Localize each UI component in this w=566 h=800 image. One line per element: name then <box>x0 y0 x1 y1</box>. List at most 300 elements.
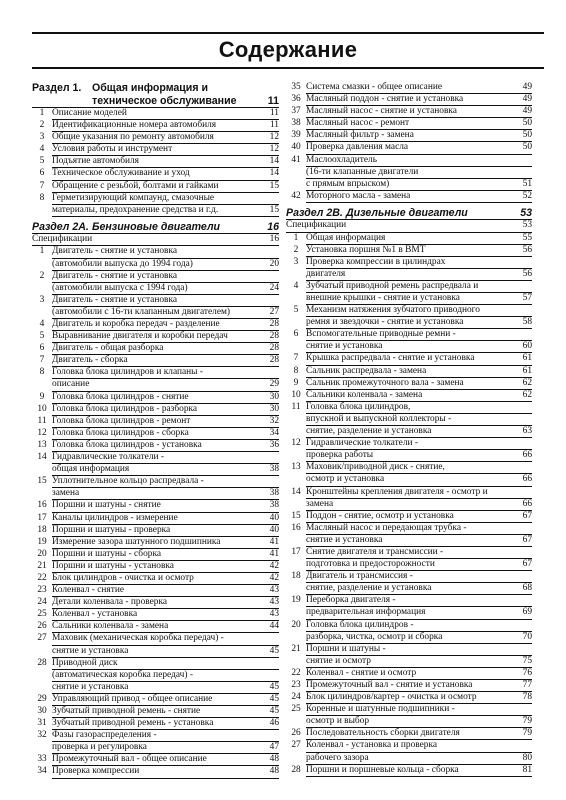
entry-number: 1 <box>293 232 299 243</box>
section-heading <box>32 221 279 235</box>
entry-title: проверка и регулировка <box>52 742 147 753</box>
toc-entry[interactable] <box>32 404 279 416</box>
entry-title: Поршни и шатуны - установка <box>52 560 174 571</box>
entry-number: 1 <box>39 108 45 118</box>
toc-entry[interactable] <box>32 144 279 156</box>
toc-entry[interactable] <box>286 305 532 329</box>
toc-entry[interactable] <box>286 155 532 191</box>
entry-title: Двигатель - общая разборка <box>52 343 164 354</box>
entry-number: 12 <box>291 438 301 449</box>
toc-entry[interactable] <box>286 142 532 154</box>
entry-title: Система смазки - общее описание <box>306 82 443 92</box>
entry-body <box>306 329 532 353</box>
entry-page <box>510 620 532 631</box>
toc-entry[interactable] <box>32 156 279 168</box>
entry-page: 67 <box>522 510 532 521</box>
entry-title: Последовательность сборки двигателя <box>306 728 460 739</box>
toc-entry[interactable] <box>32 193 279 217</box>
entry-number: 1 <box>39 246 45 257</box>
toc-entry[interactable] <box>32 331 279 343</box>
entry-title: Поршни и шатуны - сборка <box>52 548 162 559</box>
entry-number: 17 <box>37 512 47 523</box>
entry-line <box>306 656 532 668</box>
entry-title: Фазы газораспределения - <box>52 730 157 741</box>
entry-title: Вспомогательные приводные ремни - <box>306 329 456 340</box>
toc-entry[interactable] <box>286 511 532 523</box>
toc-entry[interactable] <box>286 378 532 390</box>
toc-entry[interactable] <box>286 523 532 547</box>
toc-entry[interactable] <box>32 549 279 561</box>
toc-entry[interactable] <box>32 392 279 404</box>
toc-entry[interactable] <box>32 754 279 766</box>
entry-number: 25 <box>291 704 301 715</box>
entry-page: 30 <box>269 391 279 402</box>
toc-entry[interactable] <box>32 718 279 730</box>
entry-page <box>510 438 532 449</box>
toc-entry[interactable] <box>32 168 279 180</box>
entry-line <box>306 559 532 571</box>
toc-entry[interactable] <box>32 108 279 120</box>
entry-body <box>52 144 279 156</box>
entry-page <box>510 595 532 606</box>
entry-number: 4 <box>293 280 299 291</box>
toc-entry[interactable] <box>286 680 532 692</box>
entry-body <box>52 367 279 391</box>
entry-page <box>257 476 279 487</box>
entry-body <box>52 271 279 295</box>
entry-title: Сальник промежуточного вала - замена <box>306 377 464 388</box>
entry-line <box>52 156 279 168</box>
entry-body <box>52 621 279 633</box>
toc-entry[interactable] <box>32 525 279 537</box>
toc-entry[interactable] <box>286 366 532 378</box>
entry-title: Масляный фильтр - замена <box>306 130 414 141</box>
toc-entry[interactable] <box>286 644 532 668</box>
entry-page: 53 <box>522 220 532 231</box>
entry-line <box>306 620 532 632</box>
entry-title: Общая информация <box>306 232 386 243</box>
entry-page: 67 <box>522 559 532 570</box>
entry-line <box>52 464 279 476</box>
title-bar <box>32 32 544 69</box>
entry-title: Поршни и поршневые кольца - сборка <box>306 764 459 775</box>
entry-page <box>510 305 532 316</box>
toc-entry[interactable] <box>32 476 279 500</box>
entry-title: Снятие двигателя и трансмиссии - <box>306 546 444 557</box>
entry-title: Герметизирующий компаунд, смазочные <box>52 192 215 203</box>
entry-line <box>52 283 279 295</box>
entry-page: 43 <box>269 597 279 608</box>
entry-number: 12 <box>37 427 47 438</box>
entry-line <box>52 181 279 193</box>
entry-page: 56 <box>522 268 532 279</box>
toc-entry[interactable] <box>286 765 532 777</box>
toc-entry[interactable] <box>32 120 279 132</box>
entry-page: 81 <box>522 764 532 775</box>
entry-title: снятие и установка <box>52 645 129 656</box>
toc-entry[interactable] <box>32 609 279 621</box>
entry-number: 24 <box>37 597 47 608</box>
entry-title: Гидравлические толкатели - <box>306 438 419 449</box>
entry-body <box>52 754 279 766</box>
entry-number: 21 <box>37 560 47 571</box>
toc-entry[interactable] <box>32 513 279 525</box>
entry-title: Маслоохладитель <box>306 154 378 165</box>
toc-entry[interactable] <box>32 766 279 778</box>
toc-entry[interactable] <box>286 118 532 130</box>
toc-entry[interactable] <box>32 367 279 391</box>
entry-line <box>306 692 532 704</box>
entry-title: Обращение с резьбой, болтами и гайками <box>52 180 219 191</box>
entry-line <box>52 694 279 706</box>
entry-line <box>52 246 279 258</box>
toc-entry[interactable] <box>286 487 532 511</box>
toc-entry[interactable] <box>286 329 532 353</box>
entry-line <box>52 670 279 682</box>
entry-title: Масляный насос и передающая трубка - <box>306 522 467 533</box>
entry-line <box>306 426 532 438</box>
entry-page <box>510 281 532 292</box>
entry-line <box>306 644 532 656</box>
entry-title: Приводной диск <box>52 657 118 668</box>
entry-line <box>306 353 532 365</box>
entry-title: Зубчатый приводной ремень - снятие <box>52 706 201 716</box>
entry-line <box>52 416 279 428</box>
toc-entry[interactable] <box>32 597 279 609</box>
toc-entry[interactable] <box>32 585 279 597</box>
toc-entry[interactable] <box>286 191 532 203</box>
toc-entry[interactable] <box>286 220 532 232</box>
entry-body <box>52 549 279 561</box>
toc-entry[interactable] <box>286 245 532 257</box>
entry-line <box>52 646 279 658</box>
entry-number: 32 <box>37 730 47 741</box>
entry-number: 27 <box>37 633 47 644</box>
section-title-line: техническое обслуживание <box>92 94 237 107</box>
entry-page: 77 <box>522 680 532 690</box>
toc-entry[interactable] <box>286 94 532 106</box>
entry-page: 16 <box>269 234 279 245</box>
entry-line <box>306 378 532 390</box>
entry-title: Сальники коленвала - замена <box>52 621 169 632</box>
entry-body <box>52 452 279 476</box>
toc-entry[interactable] <box>32 319 279 331</box>
entry-title: Двигатель и коробка передач - разделение <box>52 319 220 329</box>
toc-entry[interactable] <box>286 257 532 281</box>
entry-line <box>306 438 532 450</box>
entry-line <box>306 680 532 692</box>
entry-number: 22 <box>37 572 47 583</box>
entry-line <box>52 658 279 670</box>
entry-body <box>306 547 532 571</box>
toc-entry[interactable] <box>286 130 532 142</box>
toc-entry[interactable] <box>32 658 279 694</box>
entry-body <box>306 281 532 305</box>
entry-title: Промежуточный вал - общее описание <box>52 754 207 765</box>
toc-entry[interactable] <box>32 573 279 585</box>
page-title: Содержание <box>218 37 358 62</box>
toc-entry[interactable] <box>286 740 532 764</box>
entry-body <box>52 156 279 168</box>
entry-title: с прямым впрыском) <box>306 178 390 189</box>
entry-page <box>510 644 532 655</box>
toc-entry[interactable] <box>286 402 532 438</box>
entry-page <box>257 367 279 378</box>
toc-entry[interactable] <box>286 390 532 402</box>
entry-page: 34 <box>269 427 279 438</box>
toc-entry[interactable] <box>32 706 279 718</box>
entry-body <box>306 233 532 245</box>
section-title-line: Бензиновые двигатели <box>92 220 221 233</box>
entry-page: 32 <box>269 415 279 426</box>
entry-page: 12 <box>269 132 279 143</box>
toc-entry[interactable] <box>286 728 532 740</box>
entry-page <box>510 167 532 178</box>
entry-line <box>52 573 279 585</box>
entry-page: 61 <box>522 353 532 364</box>
entry-title: предварительная информация <box>306 607 426 618</box>
entry-title: снятие и установка <box>306 534 383 545</box>
entry-page: 11 <box>269 120 279 131</box>
entry-page: 30 <box>269 403 279 414</box>
entry-title: Головка блока цилиндров, <box>306 401 411 412</box>
entry-title: Установка поршня №1 в ВМТ <box>306 244 426 255</box>
entry-line <box>52 513 279 525</box>
toc-entry[interactable] <box>286 571 532 595</box>
entry-number: 16 <box>291 522 301 533</box>
entry-page: 12 <box>269 144 279 155</box>
toc-entry[interactable] <box>32 694 279 706</box>
entry-line <box>52 488 279 500</box>
entry-page: 56 <box>522 244 532 255</box>
toc-entry[interactable] <box>32 295 279 319</box>
section-number: Раздел 2А. <box>32 220 89 233</box>
entry-page: 44 <box>269 621 279 632</box>
entry-number: 17 <box>291 546 301 557</box>
entry-title: Коленвал - снятие и осмотр <box>306 667 417 678</box>
toc-entry[interactable] <box>286 668 532 680</box>
entry-line <box>306 106 532 118</box>
toc-entry[interactable] <box>32 132 279 144</box>
entry-body <box>306 438 532 462</box>
entry-body <box>306 378 532 390</box>
toc-entry[interactable] <box>286 595 532 619</box>
entry-title: Масляный поддон - снятие и установка <box>306 94 464 105</box>
entry-body <box>52 428 279 440</box>
entry-line <box>52 193 279 205</box>
entry-page: 42 <box>269 572 279 583</box>
entry-page: 27 <box>269 306 279 317</box>
entry-line <box>52 307 279 319</box>
entry-title: Гидравлические толкатели - <box>52 452 165 463</box>
entry-title: Двигатель - сборка <box>52 355 128 366</box>
entry-page: 38 <box>269 488 279 499</box>
entry-number: 2 <box>39 270 45 281</box>
entry-number: 37 <box>291 106 301 117</box>
entry-title: Блок цилиндров - очистка и осмотр <box>52 572 194 583</box>
toc-entry[interactable] <box>32 633 279 657</box>
entry-number: 14 <box>291 486 301 497</box>
entry-page: 52 <box>522 190 532 201</box>
entry-number: 33 <box>37 754 47 765</box>
section-title-line: Общая информация и <box>92 82 208 94</box>
entry-number: 6 <box>39 168 45 179</box>
entry-line <box>306 329 532 341</box>
entry-page <box>257 670 279 681</box>
entry-page: 40 <box>269 524 279 535</box>
toc-entry[interactable] <box>32 271 279 295</box>
toc-entry[interactable] <box>286 462 532 486</box>
entry-body <box>52 343 279 355</box>
toc-entry[interactable] <box>32 355 279 367</box>
entry-page <box>510 740 532 751</box>
entry-line <box>52 525 279 537</box>
entry-page: 66 <box>522 498 532 509</box>
entry-number: 30 <box>37 706 47 716</box>
entry-line <box>306 571 532 583</box>
entry-body <box>306 571 532 595</box>
entry-page: 66 <box>522 474 532 485</box>
entry-page: 45 <box>269 706 279 716</box>
entry-title: Сальник распредвала - замена <box>306 365 427 376</box>
entry-line <box>306 607 532 619</box>
section-heading-row <box>286 207 532 220</box>
toc-entry[interactable] <box>32 416 279 428</box>
entry-line <box>306 728 532 740</box>
section-heading-row <box>32 221 279 234</box>
entry-title: Коленвал - установка и проверка <box>306 740 438 751</box>
entry-page: 41 <box>269 548 279 559</box>
toc-entry[interactable] <box>32 730 279 754</box>
entry-line <box>306 450 532 462</box>
entry-line <box>52 379 279 391</box>
entry-title: Коленвал - установка <box>52 609 138 620</box>
entry-number: 4 <box>39 319 45 329</box>
entry-title: Масляный насос - ремонт <box>306 118 410 129</box>
toc-entry[interactable] <box>32 561 279 573</box>
toc-entry[interactable] <box>32 181 279 193</box>
entry-body <box>52 500 279 512</box>
entry-line <box>306 167 532 179</box>
entry-body <box>306 511 532 523</box>
entry-page <box>510 704 532 715</box>
entry-page <box>510 571 532 582</box>
toc-entry[interactable] <box>286 353 532 365</box>
entry-title: Детали коленвала - проверка <box>52 597 168 608</box>
entry-line <box>52 168 279 180</box>
toc-entry[interactable] <box>286 620 532 644</box>
entry-line <box>52 754 279 766</box>
entry-page: 38 <box>269 464 279 475</box>
entry-title: Головка блока цилиндров и клапаны - <box>52 367 203 378</box>
entry-title: общая информация <box>52 464 130 475</box>
entry-title: Двигатель - снятие и установка <box>52 246 178 257</box>
toc-entry[interactable] <box>32 621 279 633</box>
toc-entry[interactable] <box>286 281 532 305</box>
entry-title: Коленвал - снятие <box>52 585 125 596</box>
entry-title: Сальники коленвала - замена <box>306 389 423 400</box>
entry-line <box>52 144 279 156</box>
entry-number: 22 <box>291 667 301 678</box>
entry-title: замена <box>306 498 334 509</box>
toc-entry[interactable] <box>32 428 279 440</box>
entry-line <box>306 668 532 680</box>
entry-page: 49 <box>522 106 532 117</box>
entry-line <box>52 331 279 343</box>
toc-entry[interactable] <box>286 547 532 571</box>
entry-page: 62 <box>522 389 532 400</box>
entry-title: Головка блока цилиндров - снятие <box>52 391 189 402</box>
toc-entry[interactable] <box>286 692 532 704</box>
entry-title: Двигатель - снятие и установка <box>52 294 178 305</box>
entry-line <box>306 511 532 523</box>
entry-line <box>306 740 532 752</box>
section-page: 53 <box>520 206 532 219</box>
entry-number: 38 <box>291 118 301 129</box>
entry-body <box>306 106 532 118</box>
entry-number: 40 <box>291 142 301 153</box>
entry-title: подготовка и предосторожности <box>306 559 435 570</box>
toc-entry[interactable] <box>286 233 532 245</box>
toc-entry[interactable] <box>32 234 279 246</box>
section-title <box>92 82 265 107</box>
toc-entry[interactable] <box>32 500 279 512</box>
entry-body <box>306 245 532 257</box>
entry-title: Поршни и шатуны - <box>306 643 386 654</box>
entry-line <box>306 487 532 499</box>
entry-body <box>306 668 532 680</box>
toc-entry[interactable] <box>32 440 279 452</box>
entry-page: 62 <box>522 377 532 388</box>
entry-page <box>257 295 279 306</box>
entry-title: снятие и осмотр <box>306 655 371 666</box>
entry-line <box>306 583 532 595</box>
toc-entry[interactable] <box>286 82 532 94</box>
toc-entry[interactable] <box>32 537 279 549</box>
entry-body <box>52 730 279 754</box>
entry-title: снятие, разделение и установка <box>306 426 432 437</box>
section-number: Раздел 1. <box>32 82 82 94</box>
entry-title: (автоматическая коробка передач) - <box>52 669 193 680</box>
entry-page: 11 <box>269 108 279 118</box>
toc-entry[interactable] <box>32 343 279 355</box>
entry-title: Описание моделей <box>52 108 127 118</box>
toc-entry[interactable] <box>286 106 532 118</box>
entry-page: 61 <box>522 365 532 376</box>
toc-column-right <box>286 82 532 777</box>
entry-page: 66 <box>522 450 532 461</box>
entry-number: 35 <box>291 82 301 92</box>
entry-page: 24 <box>269 282 279 293</box>
entry-number: 25 <box>37 609 47 620</box>
entry-body <box>52 246 279 270</box>
toc-entry[interactable] <box>32 452 279 476</box>
entry-title: Переборка двигателя - <box>306 595 396 606</box>
toc-entry[interactable] <box>286 438 532 462</box>
entry-line <box>306 704 532 716</box>
entry-line <box>306 155 532 167</box>
entry-line <box>306 341 532 353</box>
toc-entry[interactable] <box>32 246 279 270</box>
entry-line <box>306 179 532 191</box>
toc-entry[interactable] <box>286 704 532 728</box>
entry-number: 20 <box>37 548 47 559</box>
entry-page: 49 <box>522 94 532 105</box>
entry-body <box>306 390 532 402</box>
entry-body <box>52 416 279 428</box>
entry-line <box>306 82 532 94</box>
entry-title: Проверка компрессии в цилиндрах <box>306 256 446 267</box>
